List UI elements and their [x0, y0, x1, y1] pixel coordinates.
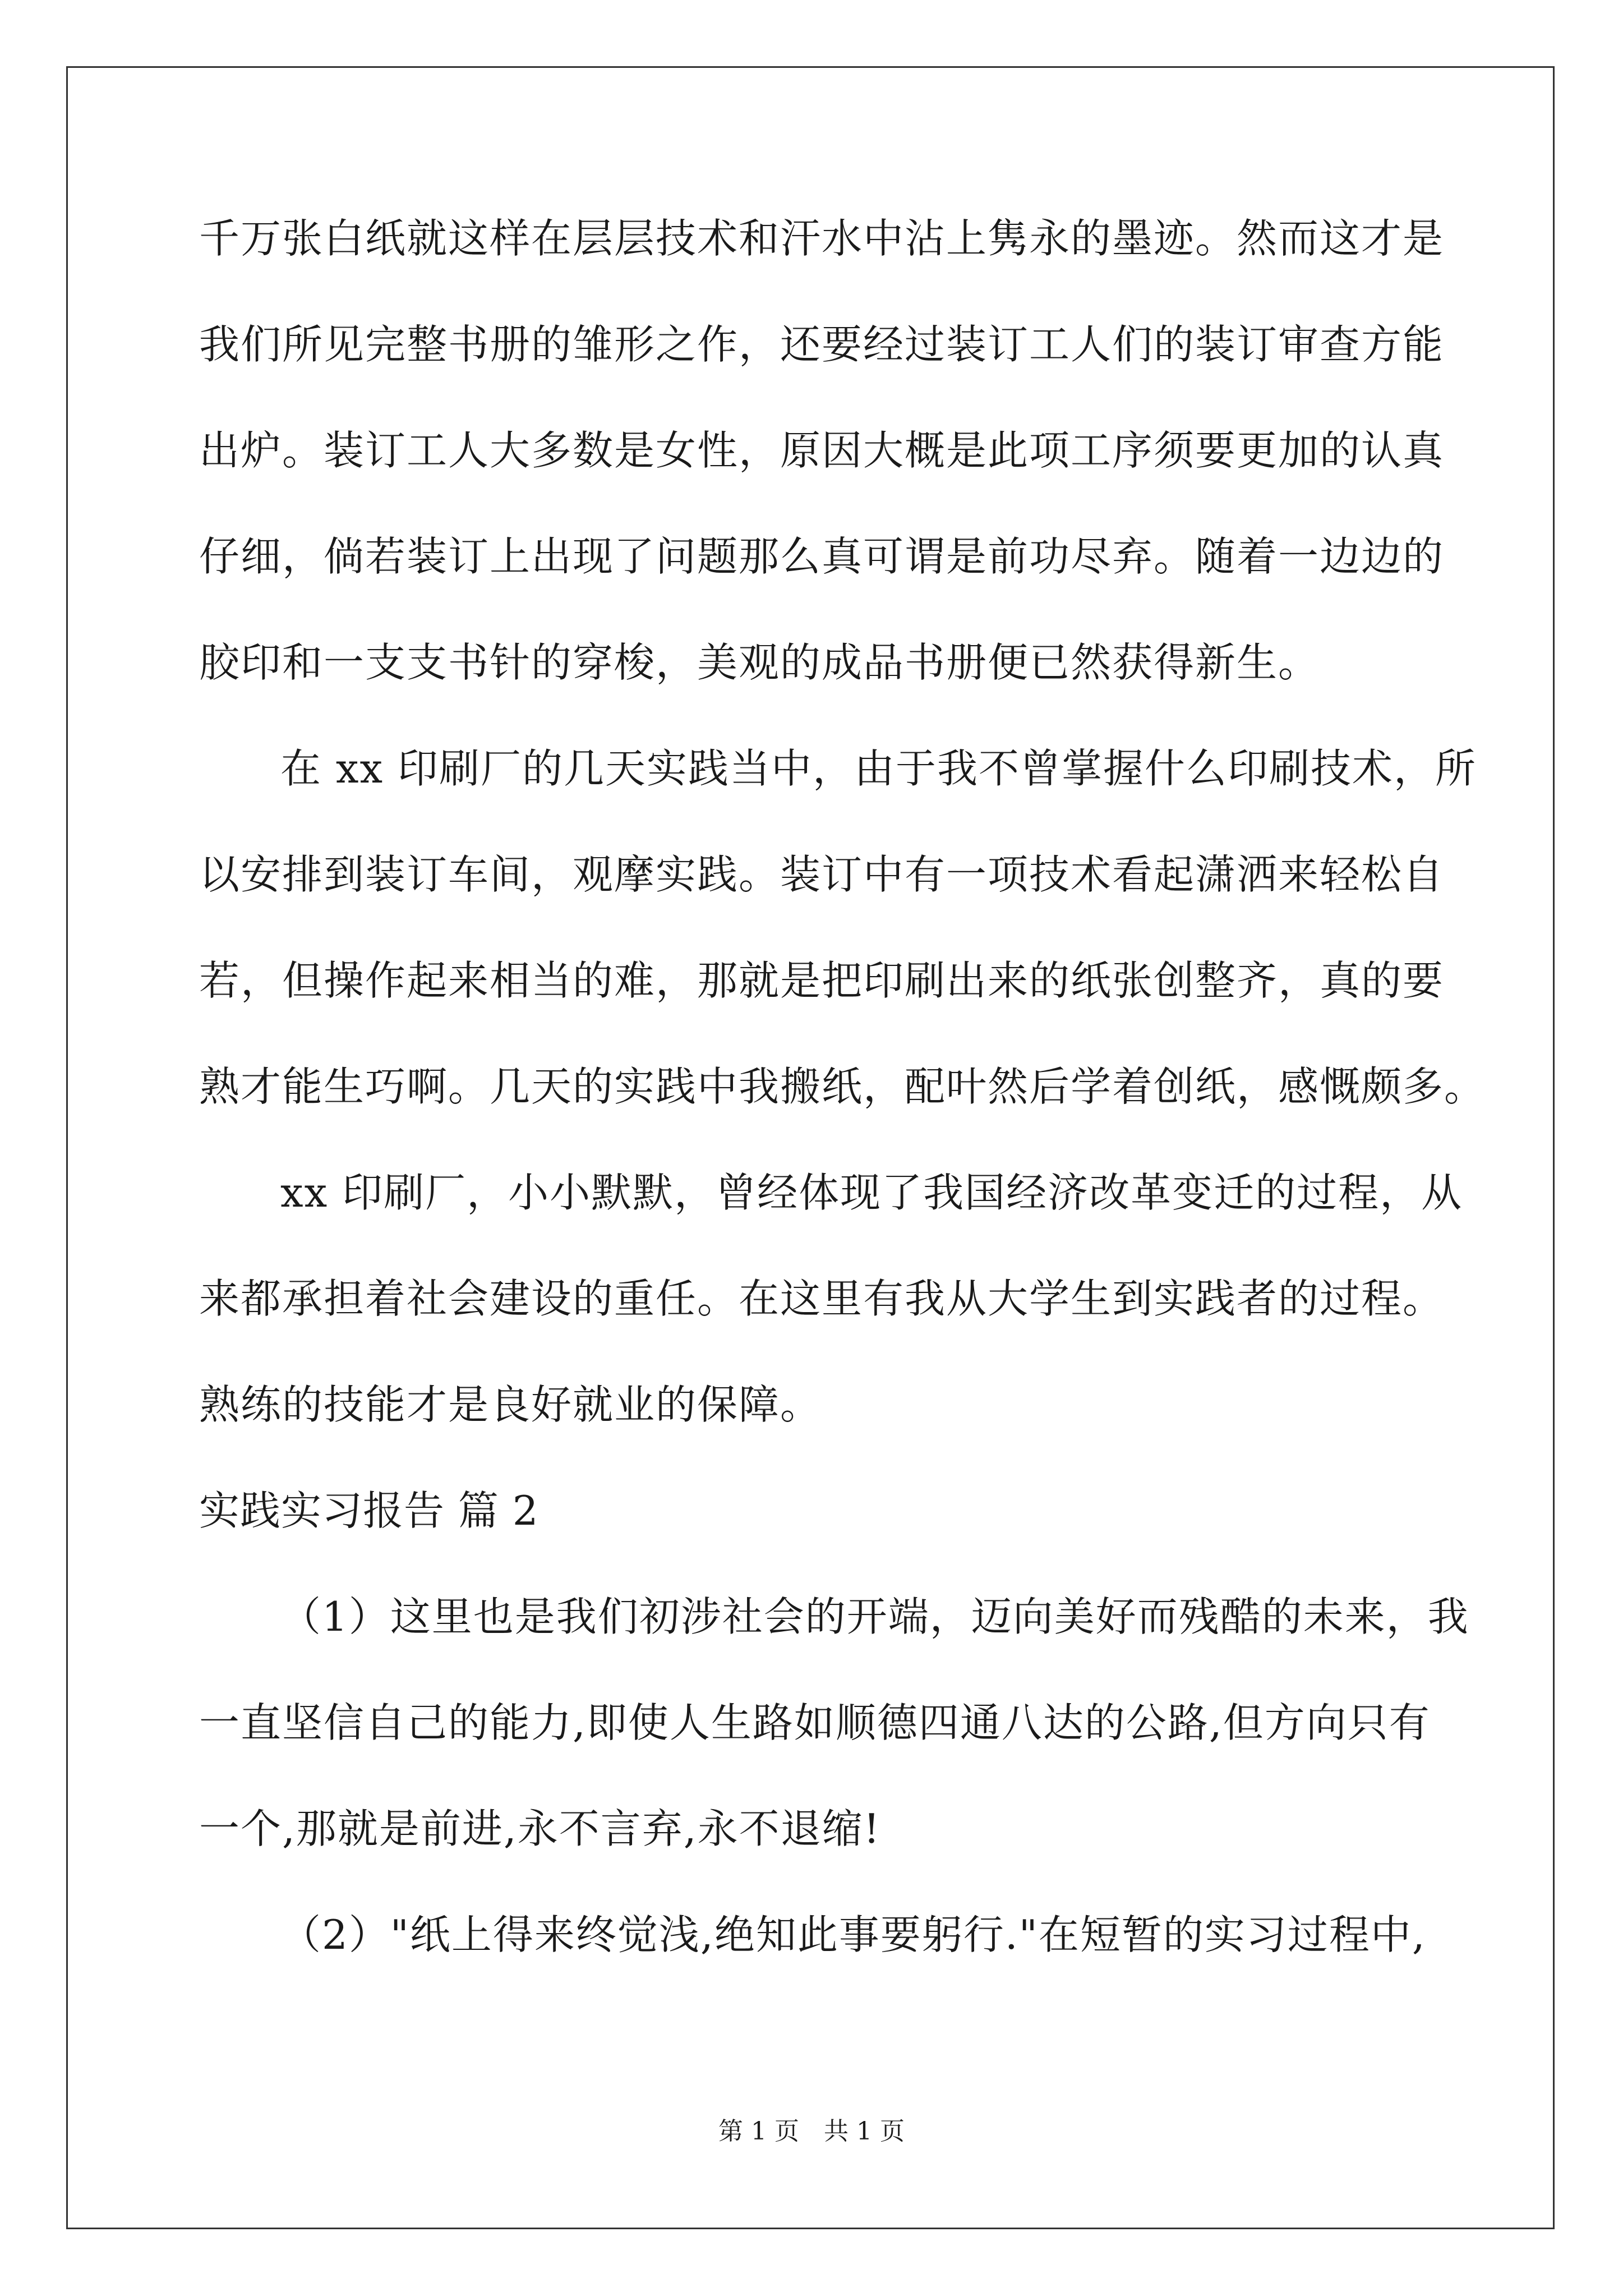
- text-line: 千万张白纸就这样在层层技术和汗水中沾上隽永的墨迹。然而这才是: [199, 215, 1445, 262]
- text-line: 胶印和一支支书针的穿梭，美观的成品书册便已然获得新生。: [199, 639, 1320, 686]
- text-line: 熟练的技能才是良好就业的保障。: [199, 1381, 822, 1428]
- text-line: 若，但操作起来相当的难，那就是把印刷出来的纸张创整齐，真的要: [199, 957, 1445, 1004]
- paragraph-first-line: 在 xx 印刷厂的几天实践当中，由于我不曾掌握什么印刷技术，所: [280, 745, 1477, 792]
- text-line: 以安排到装订车间，观摩实践。装订中有一项技术看起潇洒来轻松自: [199, 851, 1445, 898]
- paragraph-first-line: xx 印刷厂，小小默默，曾经体现了我国经济改革变迁的过程，从: [280, 1169, 1463, 1216]
- paragraph-first-line: （1）这里也是我们初涉社会的开端，迈向美好而残酷的未来，我: [280, 1593, 1469, 1640]
- page-number-footer: 第 1 页 共 1 页: [718, 2117, 905, 2146]
- text-line: 出炉。装订工人大多数是女性，原因大概是此项工序须要更加的认真: [199, 427, 1445, 474]
- text-line: 一个,那就是前进,永不言弃,永不退缩!: [199, 1805, 881, 1852]
- paragraph-first-line: （2）"纸上得来终觉浅,绝知此事要躬行."在短暂的实习过程中,: [280, 1911, 1426, 1958]
- section-heading: 实践实习报告 篇 2: [199, 1487, 539, 1534]
- text-line: 仔细，倘若装订上出现了问题那么真可谓是前功尽弃。随着一边边的: [199, 533, 1445, 580]
- text-line: 熟才能生巧啊。几天的实践中我搬纸，配叶然后学着创纸，感慨颇多。: [199, 1063, 1486, 1110]
- text-line: 来都承担着社会建设的重任。在这里有我从大学生到实践者的过程。: [199, 1275, 1445, 1322]
- text-line: 我们所见完整书册的雏形之作，还要经过装订工人们的装订审查方能: [199, 321, 1445, 368]
- text-line: 一直坚信自己的能力,即使人生路如顺德四通八达的公路,但方向只有: [199, 1699, 1431, 1746]
- page-frame: [66, 66, 1555, 2229]
